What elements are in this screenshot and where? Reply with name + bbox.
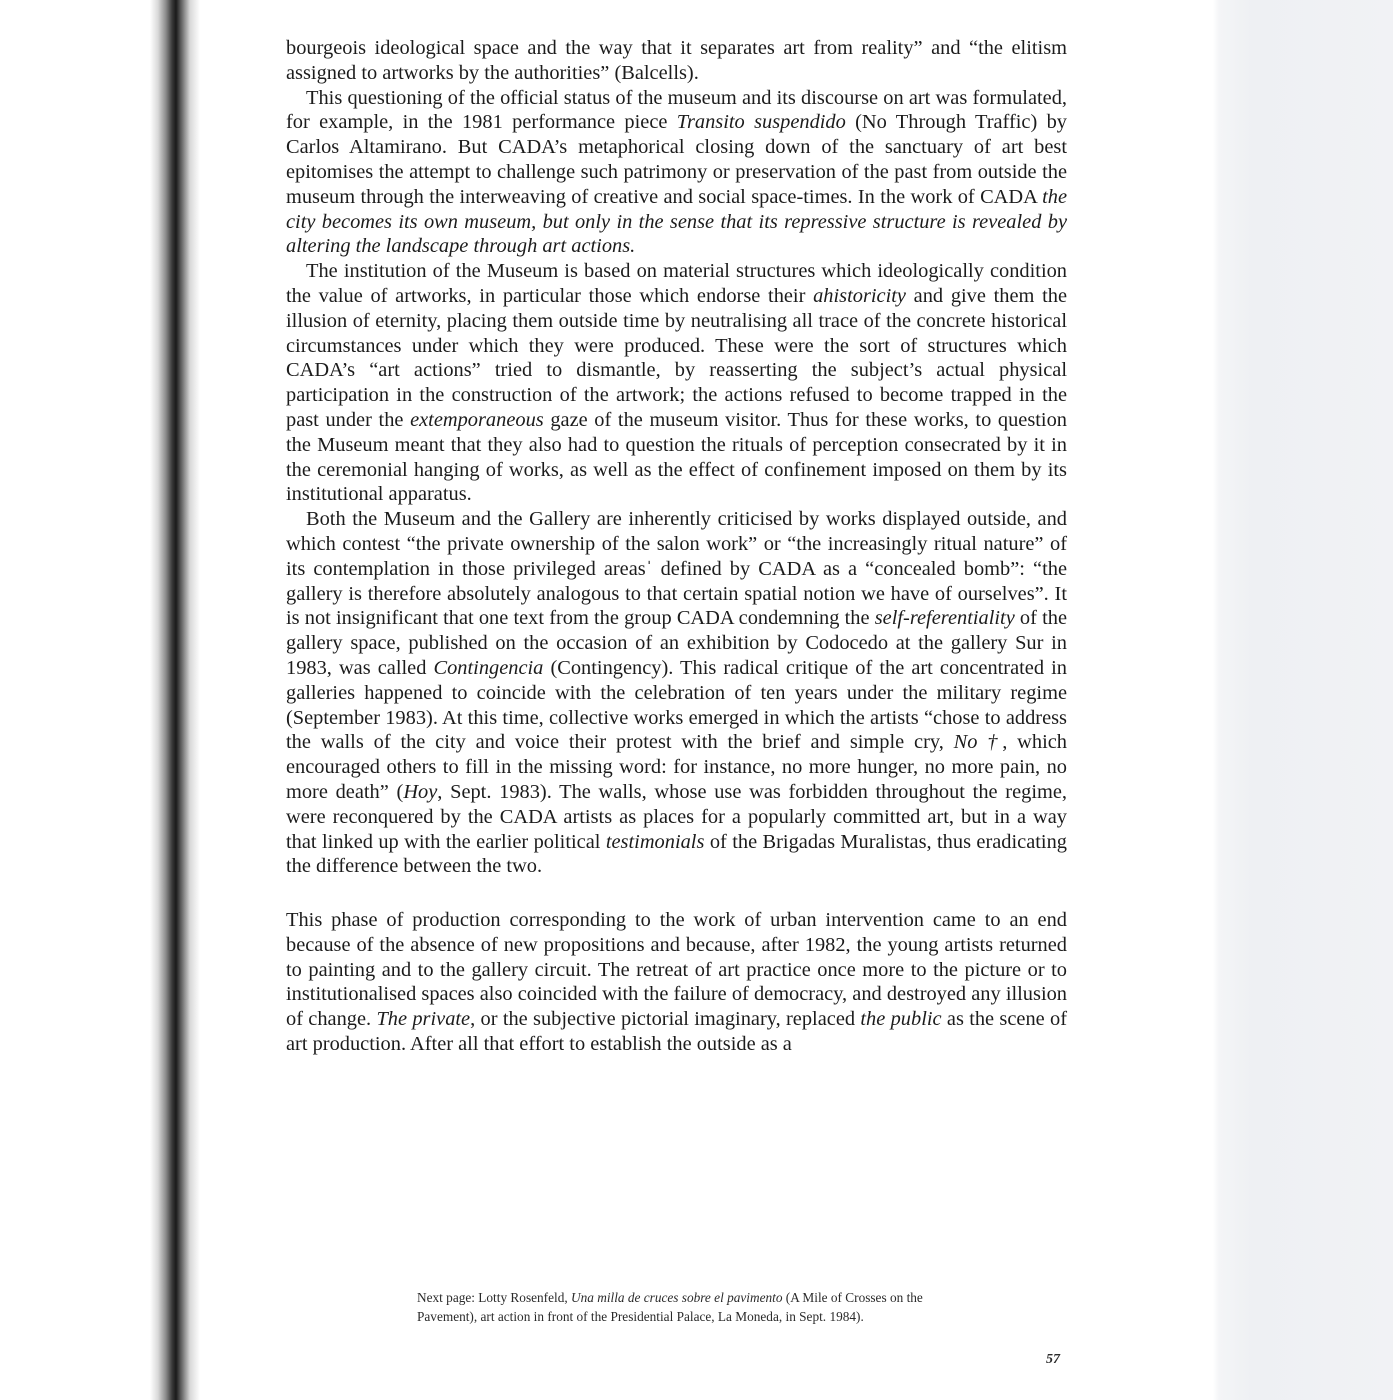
italic-run: No †	[953, 731, 1003, 754]
italic-run: The private	[376, 1008, 471, 1031]
text-run: of the Brigadas Muralistas, thus eradicating the difference between the two.	[286, 830, 1067, 878]
paragraph	[286, 36, 1067, 86]
paragraph	[286, 908, 1067, 1057]
section-break	[286, 879, 1067, 908]
text-run: as the scene of art production. After all that effort to establish the outside as a	[286, 1008, 1068, 1056]
text-run: This questioning of the official status of the museum and its discourse on art was formulated, for example, in the 1981 performance piece	[286, 86, 1067, 134]
text-run: Both the Museum and the Gallery are inherently criticised by works displayed outside, and which contest “the private ownership of the salon work” or “the increasingly ritual nature” of its contemplation in those privileged areasˈ defined by CADA as a “concealed bomb”: “the gallery is therefore absolutely analogous to that certain spatial notion we have of ourselves”. It is not insignificant that one text from the group CADA condemning the	[286, 508, 1067, 630]
italic-run: extemporaneous	[410, 408, 544, 431]
scan-gutter	[0, 0, 200, 1400]
caption-text: Next page: Lotty Rosenfeld,	[417, 1290, 571, 1305]
italic-run: Transito suspendido	[676, 111, 846, 134]
body-text	[286, 36, 1067, 1057]
page-edge	[1213, 0, 1393, 1400]
text-run: , or the subjective pictorial imaginary, replaced	[470, 1008, 861, 1031]
text-run: bourgeois ideological space and the way that it separates art from reality” and “the elitism assigned to artworks by the authorities” (Balcells).	[286, 37, 1067, 84]
italic-run: the city becomes its own museum, but only in the sense that its repressive structure is revealed by altering the landscape through art actions.	[286, 185, 1067, 258]
text-run: and give them the illusion of eternity, placing them outside time by neutralising all trace of the concrete historical circumstances under which they were produced. These were the sort of structures which CADA’s “art actions” tried to dismantle, by reasserting the subject’s actual physical participation in the construction of the artwork; the actions refused to become trapped in the past under the	[286, 284, 1067, 431]
text-run: , Sept. 1983). The walls, whose use was forbidden throughout the regime, were reconquered by the CADA artists as places for a popularly committed art, but in a way that linked up with the earlier political	[286, 780, 1067, 853]
italic-run: testimonials	[605, 830, 705, 853]
text-run: This phase of production corresponding to the work of urban intervention came to an end because of the absence of new propositions and because, after 1982, the young artists returned to painting and to the gallery circuit. The retreat of art practice once more to the picture or to institutionalised spaces also coincided with the failure of democracy, and destroyed any illusion of change.	[286, 909, 1067, 1031]
text-run: of the gallery space, published on the occasion of an exhibition by Codocedo at the gallery Sur in 1983, was called	[286, 607, 1068, 679]
italic-run: self-referentiality	[874, 607, 1015, 630]
italic-run: Hoy	[403, 780, 438, 803]
text-run: , which encouraged others to fill in the missing word: for instance, no more hunger, no more pain, no more death” (	[286, 731, 1067, 803]
caption-title: Una milla de cruces sobre el pavimento	[571, 1290, 783, 1305]
italic-run: ahistoricity	[813, 284, 906, 307]
italic-run: the public	[860, 1008, 942, 1031]
caption-text: (A Mile of Crosses on the Pavement), art action in front of the Presidential Palace, La Moneda, in Sept. 1984).	[417, 1290, 923, 1324]
text-run: The institution of the Museum is based on material structures which ideologically condition the value of artworks, in particular those which endorse their	[286, 260, 1067, 307]
italic-run: Contingencia	[433, 656, 544, 679]
paragraph	[286, 507, 1067, 879]
paragraph	[286, 86, 1067, 260]
text-run: gaze of the museum visitor. Thus for these works, to question the Museum meant that they also had to question the rituals of perception consecrated by it in the ceremonial hanging of works, as well as the effect of confinement imposed on them by its institutional apparatus.	[286, 408, 1067, 506]
text-run: (Contingency). This radical critique of the art concentrated in galleries happened to coincide with the celebration of ten years under the military regime (September 1983). At this time, collective works emerged in which the artists “chose to address the walls of the city and voice their protest with the brief and simple cry,	[286, 656, 1067, 754]
figure-caption	[417, 1288, 937, 1326]
text-run: (No Through Traffic) by Carlos Altamirano. But CADA’s metaphorical closing down of the sanctuary of art best epitomises the attempt to challenge such patrimony or preservation of the past from outside the museum through the interweaving of creative and social space-times. In the work of CADA	[286, 111, 1067, 208]
page-number: 57	[1046, 1352, 1060, 1367]
paragraph	[286, 259, 1067, 507]
